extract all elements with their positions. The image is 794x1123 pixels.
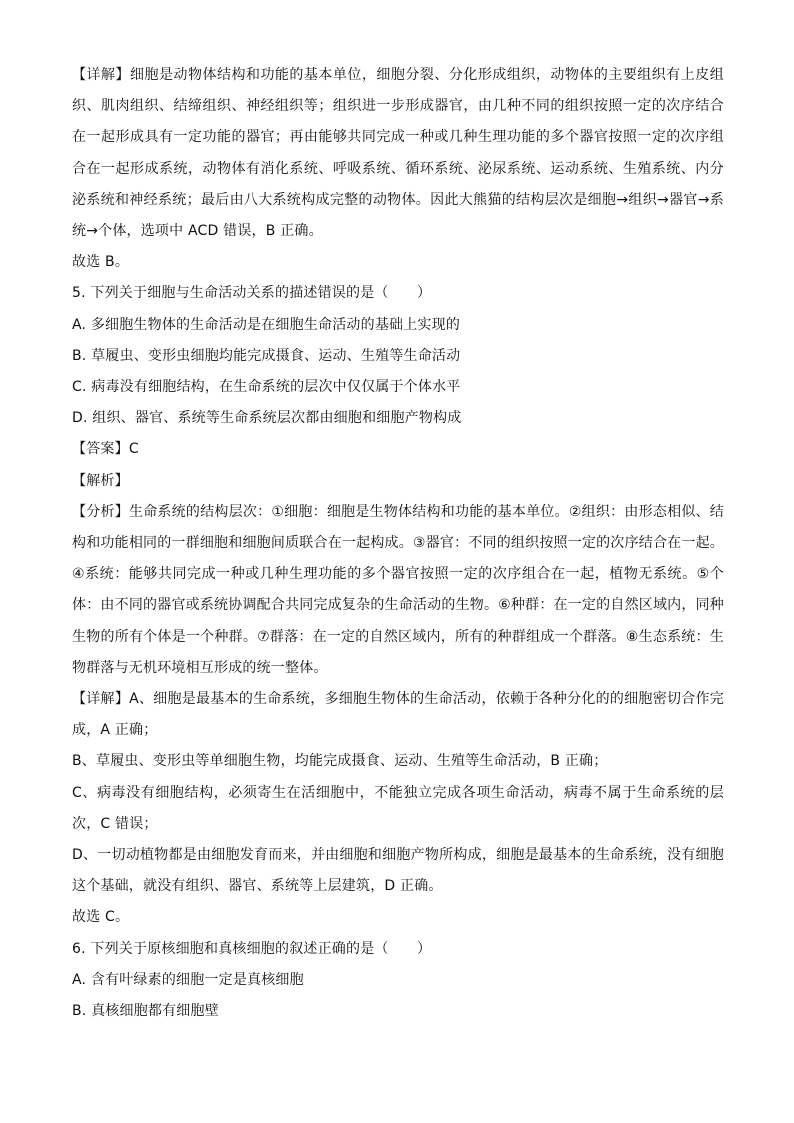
q5-detail-a-text: A、细胞是最基本的生命系统，多细胞生物体的生命活动，依赖于各种分化的的细胞密切合作完成，A 正确；: [72, 691, 724, 739]
q6-stem: 6. 下列关于原核细胞和真核细胞的叙述正确的是（ ）: [72, 940, 432, 957]
document-page: [72, 60, 724, 1027]
q4-detail-paragraph: [72, 60, 724, 247]
q6-option-b: B. 真核细胞都有细胞壁: [72, 1003, 219, 1020]
detail-tag: 【详解】: [72, 67, 130, 83]
q5-detail-b: B、草履虫、变形虫等单细胞生物，均能完成摄食、运动、生殖等生命活动，B 正确；: [72, 753, 608, 770]
answer-tag: 【答案】: [72, 441, 129, 458]
q5-option-a: A. 多细胞生物体的生命活动是在细胞生命活动的基础上实现的: [72, 316, 461, 333]
detail-tag: 【详解】: [72, 691, 130, 708]
q5-stem: 5. 下列关于细胞与生命活动关系的描述错误的是（ ）: [72, 285, 432, 302]
analysis-tag: 【分析】: [72, 503, 129, 520]
q5-detail-a: [72, 684, 724, 746]
q5-analysis-paragraph: [72, 497, 724, 684]
q5-analysis-text: 生命系统的结构层次：①细胞：细胞是生物体结构和功能的基本单位。②组织：由形态相似、结构和功能相同的一群细胞和细胞间质联合在一起构成。③器官：不同的组织按照一定的次序结合在一起。④系统：能够共同完成一种或几种生理功能的多个器官按照一定的次序组合在一起，植物无系统。⑤个体：由不同的器官或系统协调配合共同完成复杂的生命活动的生物。⑥种群：在一定的自然区域内，同种生物的所有个体是一个种群。⑦群落：在一定的自然区域内，所有的种群组成一个群落。⑧生态系统：生物群落与无机环境相互形成的统一整体。: [72, 503, 724, 676]
q4-conclusion: 故选 B。: [72, 254, 130, 271]
q5-detail-c: C、病毒没有细胞结构，必须寄生在活细胞中，不能独立完成各项生命活动，病毒不属于生命系统的层次，C 错误；: [72, 784, 724, 832]
q4-detail-text: 细胞是动物体结构和功能的基本单位，细胞分裂、分化形成组织，动物体的主要组织有上皮组织、肌肉组织、结缔组织、神经组织等；组织进一步形成器官，由几种不同的组织按照一定的次序结合在一起形成具有一定功能的器官；再由能够共同完成一种或几种生理功能的多个器官按照一定的次序组合在一起形成系统，动物体有消化系统、呼吸系统、循环系统、泌尿系统、运动系统、生殖系统、内分泌系统和神经系统；最后由八大系统构成完整的动物体。因此大熊猫的结构层次是细胞→组织→器官→系统→个体，选项中 ACD 错误，B 正确。: [72, 67, 724, 240]
q5-analysis-heading: 【解析】: [72, 472, 129, 489]
q5-option-b: B. 草履虫、变形虫细胞均能完成摄食、运动、生殖等生命活动: [72, 347, 461, 364]
q5-answer: [72, 434, 724, 465]
q5-detail-d: D、一切动植物都是由细胞发育而来，并由细胞和细胞产物所构成，细胞是最基本的生命系统，没有细胞这个基础，就没有组织、器官、系统等上层建筑，D 正确。: [72, 847, 724, 895]
q5-option-c: C. 病毒没有细胞结构，在生命系统的层次中仅仅属于个体水平: [72, 379, 461, 396]
q5-conclusion: 故选 C。: [72, 909, 130, 926]
q6-option-a: A. 含有叶绿素的细胞一定是真核细胞: [72, 971, 304, 988]
answer-value: C: [128, 441, 139, 458]
q5-option-d: D. 组织、器官、系统等生命系统层次都由细胞和细胞产物构成: [72, 410, 462, 427]
